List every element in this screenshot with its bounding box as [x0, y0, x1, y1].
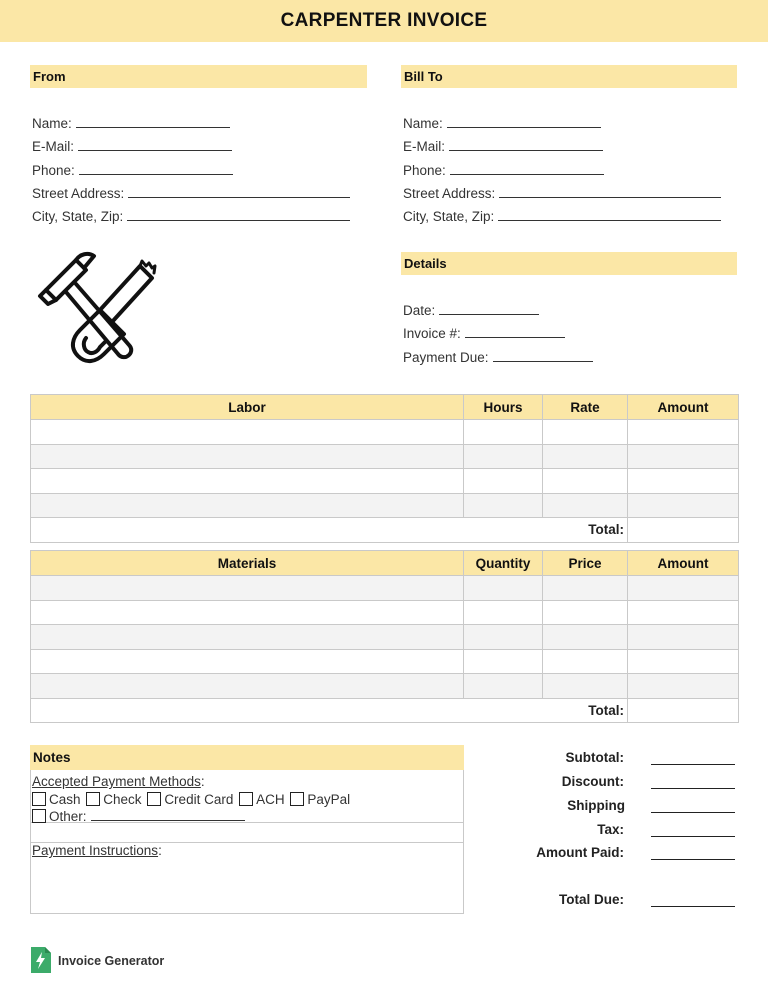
- credit-card-checkbox[interactable]: [147, 792, 233, 807]
- quantity-cell[interactable]: [464, 600, 543, 625]
- subtotal-field[interactable]: [651, 764, 735, 765]
- details-invoice-number-field[interactable]: Invoice #:: [403, 325, 565, 343]
- amount-cell[interactable]: [628, 649, 739, 674]
- notes-heading: Notes: [30, 745, 464, 770]
- amount-cell[interactable]: [628, 674, 739, 699]
- labor-description-cell[interactable]: [31, 469, 464, 494]
- invoice-title: CARPENTER INVOICE: [0, 0, 768, 42]
- labor-table: [30, 394, 739, 543]
- footer-brand: Invoice Generator: [58, 954, 165, 968]
- materials-total-label: Total:: [31, 698, 628, 723]
- quantity-cell[interactable]: [464, 576, 543, 601]
- amount-column-header: Amount: [628, 395, 739, 420]
- bill-to-heading: Bill To: [401, 65, 737, 88]
- labor-description-cell[interactable]: [31, 493, 464, 518]
- table-row: [31, 625, 739, 650]
- from-name-field[interactable]: Name:: [32, 115, 230, 133]
- materials-column-header: Materials: [31, 551, 464, 576]
- table-row: [31, 493, 739, 518]
- quantity-cell[interactable]: [464, 674, 543, 699]
- labor-total-row: [31, 518, 739, 543]
- materials-total-amount-cell[interactable]: [628, 698, 739, 723]
- cash-label: Cash: [49, 792, 81, 807]
- table-row: [31, 649, 739, 674]
- labor-description-cell[interactable]: [31, 444, 464, 469]
- bill-to-email-field[interactable]: E-Mail:: [403, 138, 603, 156]
- hours-cell[interactable]: [464, 444, 543, 469]
- hours-column-header: Hours: [464, 395, 543, 420]
- quantity-cell[interactable]: [464, 649, 543, 674]
- materials-table: [30, 550, 739, 723]
- hammer-and-saw-icon: [36, 248, 160, 370]
- total-due-field[interactable]: [651, 906, 735, 907]
- total-due-label: Total Due:: [559, 892, 624, 907]
- payment-instructions-label: Payment Instructions:: [32, 843, 162, 858]
- material-description-cell[interactable]: [31, 625, 464, 650]
- table-row: [31, 469, 739, 494]
- material-description-cell[interactable]: [31, 576, 464, 601]
- amount-cell[interactable]: [628, 420, 739, 445]
- hours-cell[interactable]: [464, 469, 543, 494]
- hours-cell[interactable]: [464, 493, 543, 518]
- check-checkbox[interactable]: [86, 792, 141, 807]
- amount-cell[interactable]: [628, 444, 739, 469]
- bill-to-street-field[interactable]: Street Address:: [403, 185, 721, 203]
- rate-cell[interactable]: [543, 469, 628, 494]
- paypal-label: PayPal: [307, 792, 351, 807]
- materials-header-row: [31, 551, 739, 576]
- labor-total-amount-cell[interactable]: [628, 518, 739, 543]
- table-row: [31, 576, 739, 601]
- quantity-cell[interactable]: [464, 625, 543, 650]
- price-cell[interactable]: [543, 600, 628, 625]
- details-payment-due-field[interactable]: Payment Due:: [403, 349, 593, 367]
- from-city-field[interactable]: City, State, Zip:: [32, 208, 350, 226]
- labor-description-cell[interactable]: [31, 420, 464, 445]
- tax-label: Tax:: [597, 822, 624, 837]
- shipping-field[interactable]: [651, 812, 735, 813]
- table-row: [31, 444, 739, 469]
- rate-cell[interactable]: [543, 420, 628, 445]
- paypal-checkbox[interactable]: [290, 792, 350, 807]
- table-row: [31, 420, 739, 445]
- other-method-field[interactable]: Other:: [32, 808, 245, 825]
- material-description-cell[interactable]: [31, 600, 464, 625]
- amount-column-header: Amount: [628, 551, 739, 576]
- details-heading: Details: [401, 252, 737, 275]
- price-cell[interactable]: [543, 625, 628, 650]
- quantity-column-header: Quantity: [464, 551, 543, 576]
- price-cell[interactable]: [543, 576, 628, 601]
- ach-label: ACH: [256, 792, 285, 807]
- from-email-field[interactable]: E-Mail:: [32, 138, 232, 156]
- from-street-field[interactable]: Street Address:: [32, 185, 350, 203]
- table-row: [31, 674, 739, 699]
- ach-checkbox[interactable]: [239, 792, 285, 807]
- price-cell[interactable]: [543, 674, 628, 699]
- discount-field[interactable]: [651, 788, 735, 789]
- cash-checkbox[interactable]: [32, 792, 81, 807]
- bill-to-city-field[interactable]: City, State, Zip:: [403, 208, 721, 226]
- check-label: Check: [103, 792, 142, 807]
- subtotal-label: Subtotal:: [565, 750, 624, 765]
- details-date-field[interactable]: Date:: [403, 302, 539, 320]
- credit-card-label: Credit Card: [164, 792, 234, 807]
- accepted-methods-label: Accepted Payment Methods:: [32, 774, 205, 789]
- labor-total-label: Total:: [31, 518, 628, 543]
- amount-paid-field[interactable]: [651, 859, 735, 860]
- amount-cell[interactable]: [628, 600, 739, 625]
- rate-cell[interactable]: [543, 444, 628, 469]
- material-description-cell[interactable]: [31, 649, 464, 674]
- amount-cell[interactable]: [628, 625, 739, 650]
- labor-header-row: [31, 395, 739, 420]
- amount-paid-label: Amount Paid:: [536, 845, 624, 860]
- labor-column-header: Labor: [31, 395, 464, 420]
- shipping-label: Shipping: [567, 798, 625, 813]
- from-phone-field[interactable]: Phone:: [32, 162, 233, 180]
- materials-total-row: [31, 698, 739, 723]
- tax-field[interactable]: [651, 836, 735, 837]
- rate-cell[interactable]: [543, 493, 628, 518]
- bill-to-name-field[interactable]: Name:: [403, 115, 601, 133]
- price-cell[interactable]: [543, 649, 628, 674]
- payment-methods-row: [32, 791, 350, 808]
- discount-label: Discount:: [561, 774, 624, 789]
- bill-to-phone-field[interactable]: Phone:: [403, 162, 604, 180]
- table-row: [31, 600, 739, 625]
- amount-cell[interactable]: [628, 469, 739, 494]
- price-column-header: Price: [543, 551, 628, 576]
- amount-cell[interactable]: [628, 576, 739, 601]
- amount-cell[interactable]: [628, 493, 739, 518]
- material-description-cell[interactable]: [31, 674, 464, 699]
- hours-cell[interactable]: [464, 420, 543, 445]
- lightning-document-icon: [31, 947, 51, 973]
- rate-column-header: Rate: [543, 395, 628, 420]
- from-heading: From: [30, 65, 367, 88]
